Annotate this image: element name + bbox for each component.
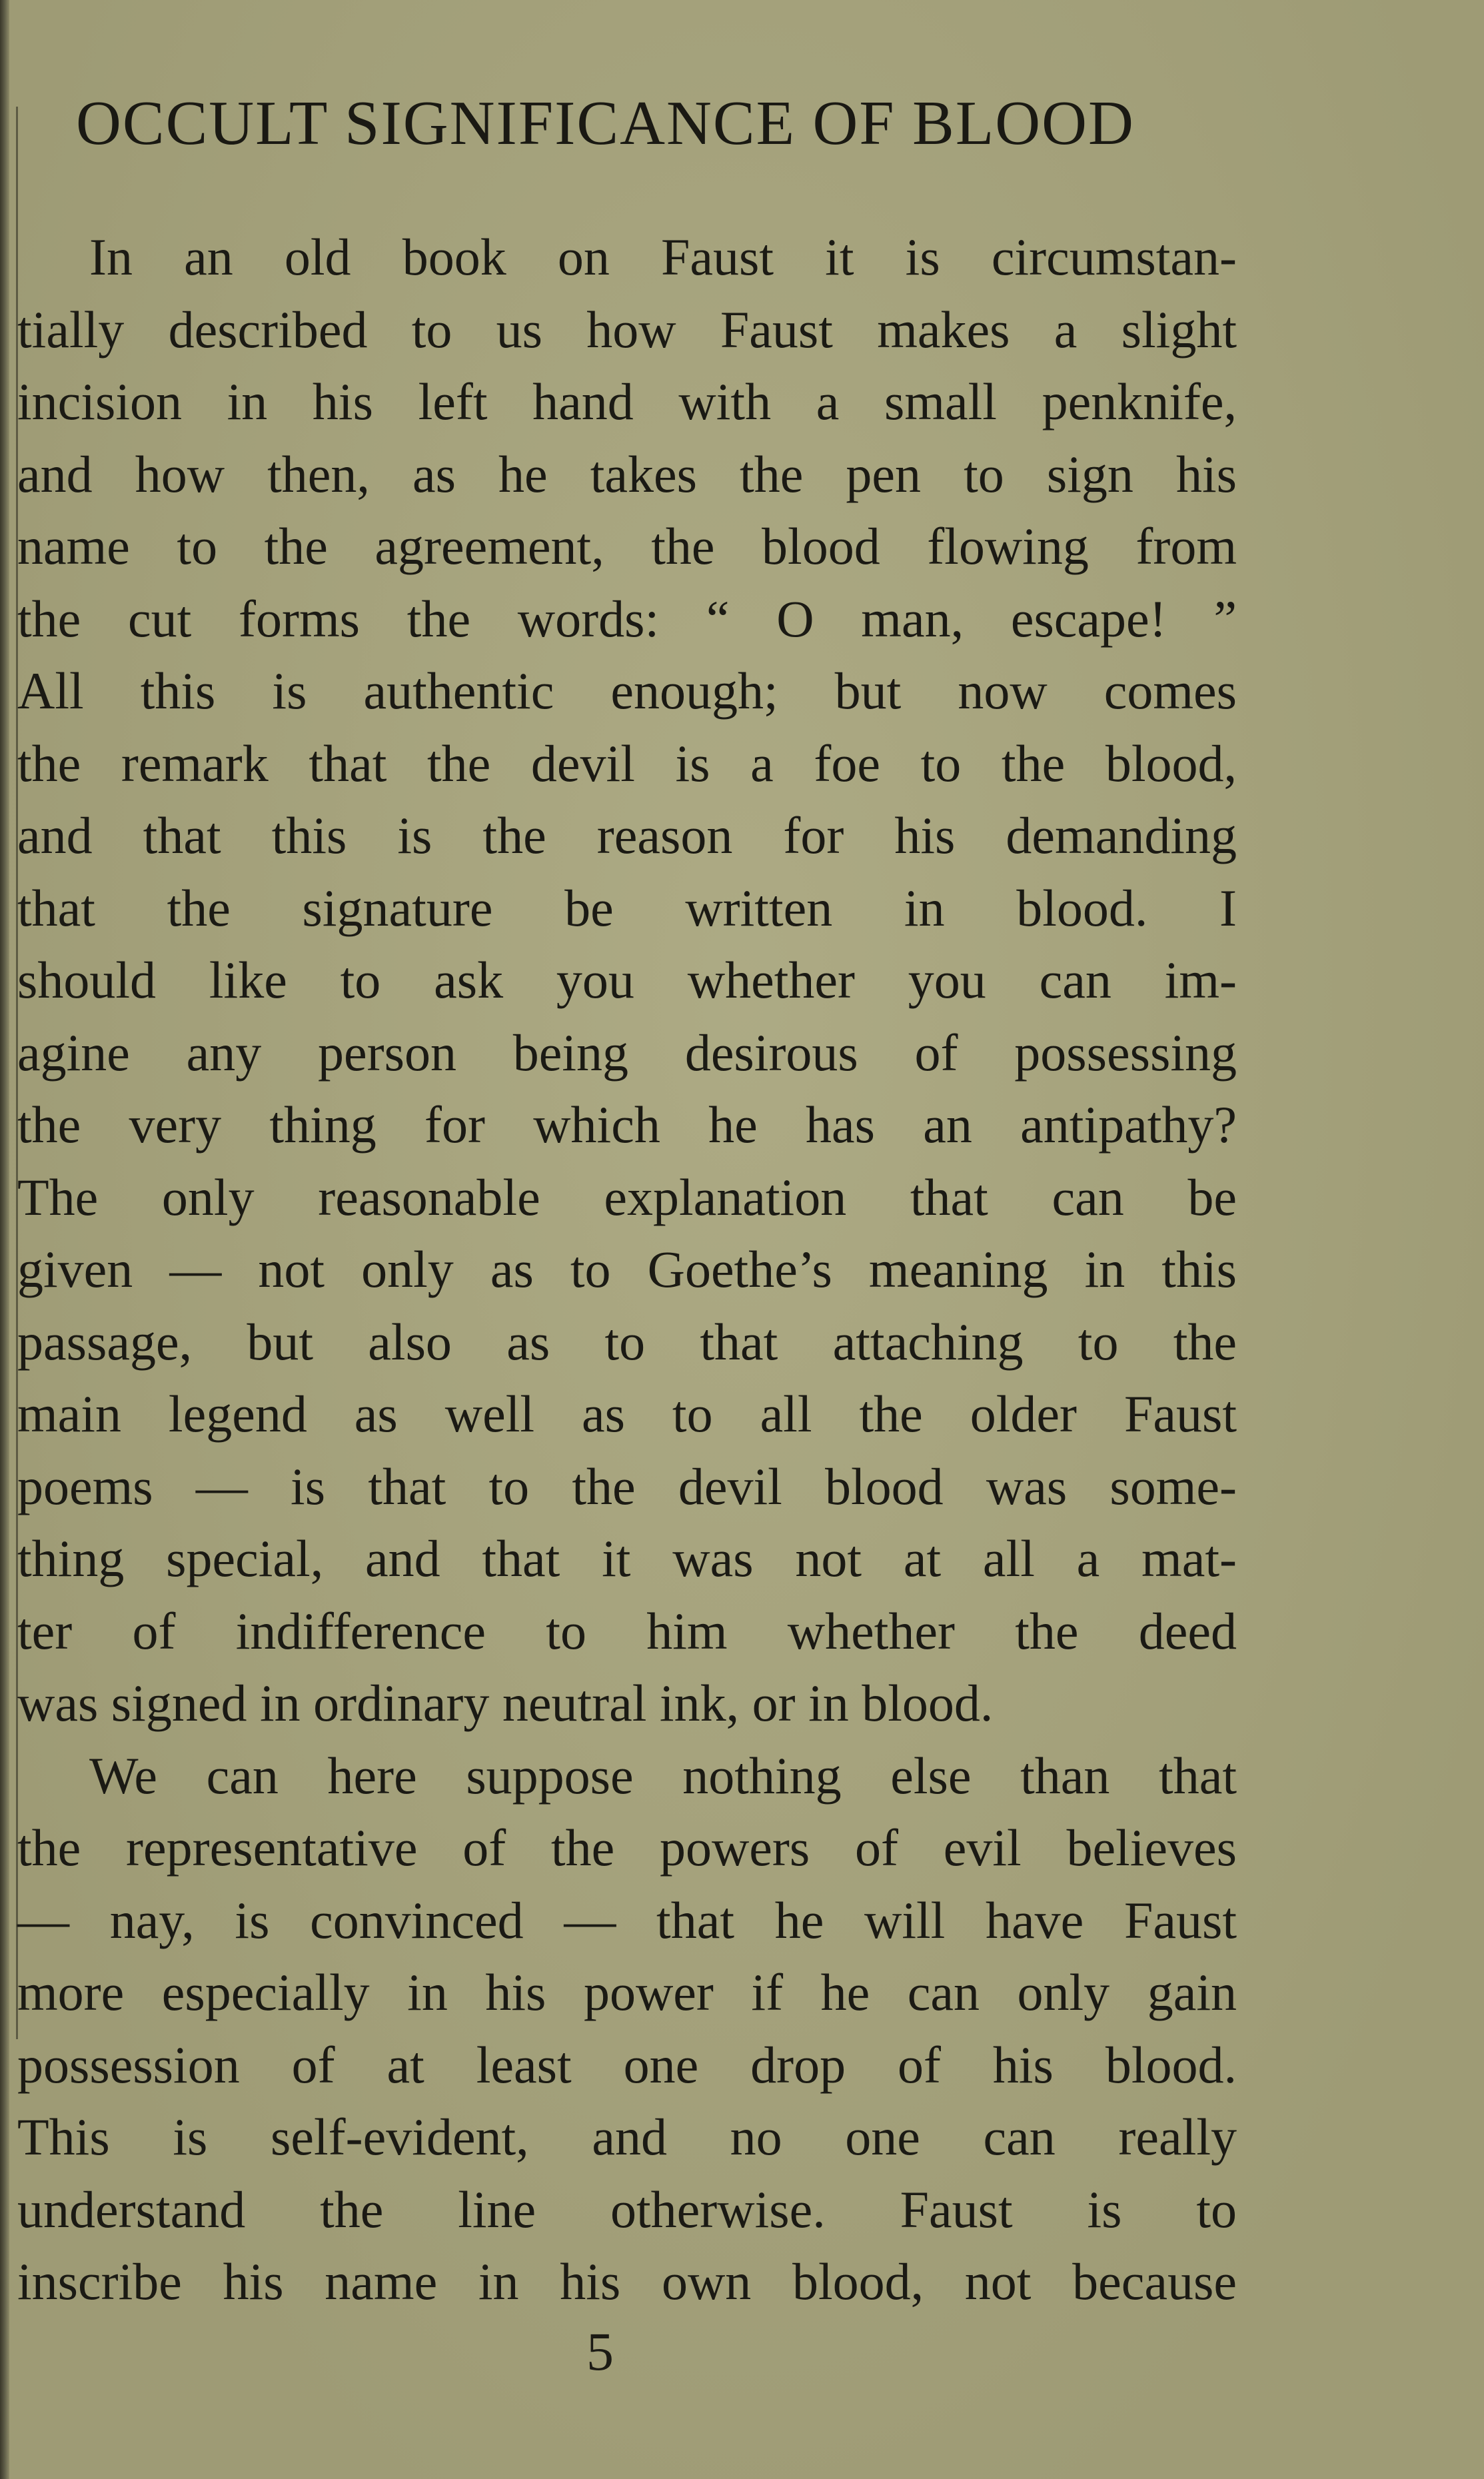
text-line: the very thing for which he has an antipathy? — [17, 1096, 1237, 1154]
text-line: possession of at least one drop of his blood. — [17, 2035, 1237, 2094]
text-line: The only reasonable explanation that can be — [17, 1168, 1237, 1226]
text-line: the cut forms the words: “ O man, escape! ” — [17, 589, 1237, 648]
text-line: tially described to us how Faust makes a slight — [17, 300, 1237, 359]
text-line: should like to ask you whether you can im- — [17, 951, 1237, 1009]
text-line: the remark that the devil is a foe to the blood, — [17, 734, 1237, 792]
text-line: given — not only as to Goethe’s meaning in this — [17, 1240, 1237, 1298]
text-line: and how then, as he takes the pen to sign his — [17, 444, 1237, 503]
text-line: was signed in ordinary neutral ink, or in blood. — [17, 1674, 994, 1732]
text-line: ter of indifference to him whether the deed — [17, 1601, 1237, 1660]
text-line: thing special, and that it was not at all a mat- — [17, 1529, 1237, 1587]
text-line: inscribe his name in his own blood, not because — [17, 2252, 1237, 2310]
text-line: the representative of the powers of evil believes — [17, 1819, 1237, 1877]
text-line: incision in his left hand with a small penknife, — [17, 373, 1237, 430]
text-line: main legend as well as to all the older Faust — [17, 1385, 1237, 1443]
text-line: — nay, is convinced — that he will have Faust — [17, 1891, 1237, 1949]
text-line: name to the agreement, the blood flowing from — [17, 517, 1237, 575]
page-number: 5 — [586, 2321, 614, 2382]
body-text — [17, 221, 1237, 2318]
text-line: that the signature be written in blood. I — [17, 878, 1237, 937]
text-line: In an old book on Faust it is circumstan- — [89, 228, 1237, 286]
text-line: understand the line otherwise. Faust is to — [17, 2180, 1237, 2238]
page-binding-edge — [0, 0, 9, 2479]
text-line: All this is authentic enough; but now comes — [17, 662, 1237, 720]
text-line: poems — is that to the devil blood was some- — [17, 1457, 1237, 1515]
text-line: and that this is the reason for his demanding — [17, 806, 1237, 864]
running-header: OCCULT SIGNIFICANCE OF BLOOD — [76, 89, 1135, 158]
text-line: passage, but also as to that attaching to the — [17, 1312, 1237, 1371]
text-line: This is self-evident, and no one can really — [17, 2108, 1237, 2166]
text-line: We can here suppose nothing else than that — [89, 1746, 1237, 1805]
text-line: more especially in his power if he can only gain — [17, 1963, 1237, 2021]
text-line: agine any person being desirous of possessing — [17, 1023, 1237, 1082]
